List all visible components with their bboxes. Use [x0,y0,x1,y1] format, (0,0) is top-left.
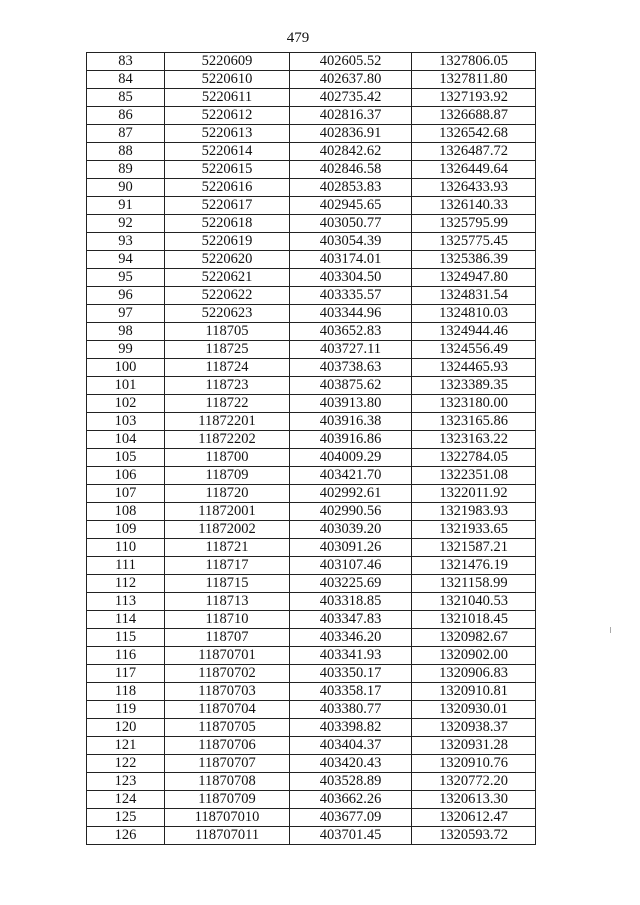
y-coordinate-cell: 1320613.30 [412,791,536,809]
x-coordinate-cell: 403346.20 [290,629,412,647]
x-coordinate-cell: 402816.37 [290,107,412,125]
point-id-cell: 118720 [165,485,290,503]
x-coordinate-cell: 402637.80 [290,71,412,89]
point-id-cell: 11870701 [165,647,290,665]
table-row [87,215,536,233]
table-row [87,485,536,503]
point-id-cell: 5220613 [165,125,290,143]
point-id-cell: 11870703 [165,683,290,701]
y-coordinate-cell: 1326449.64 [412,161,536,179]
row-number-cell: 107 [87,485,165,503]
table-row [87,575,536,593]
table-row [87,683,536,701]
table-row [87,629,536,647]
x-coordinate-cell: 403727.11 [290,341,412,359]
row-number-cell: 96 [87,287,165,305]
table-row [87,179,536,197]
point-id-cell: 11870708 [165,773,290,791]
row-number-cell: 125 [87,809,165,827]
x-coordinate-cell: 403344.96 [290,305,412,323]
row-number-cell: 117 [87,665,165,683]
row-number-cell: 95 [87,269,165,287]
y-coordinate-cell: 1321018.45 [412,611,536,629]
x-coordinate-cell: 403174.01 [290,251,412,269]
y-coordinate-cell: 1324465.93 [412,359,536,377]
y-coordinate-cell: 1324947.80 [412,269,536,287]
row-number-cell: 110 [87,539,165,557]
row-number-cell: 89 [87,161,165,179]
point-id-cell: 11870705 [165,719,290,737]
y-coordinate-cell: 1324944.46 [412,323,536,341]
x-coordinate-cell: 403677.09 [290,809,412,827]
y-coordinate-cell: 1325795.99 [412,215,536,233]
point-id-cell: 118707011 [165,827,290,845]
point-id-cell: 118721 [165,539,290,557]
table-row [87,431,536,449]
table-row [87,323,536,341]
table-row [87,773,536,791]
y-coordinate-cell: 1323389.35 [412,377,536,395]
point-id-cell: 118709 [165,467,290,485]
row-number-cell: 124 [87,791,165,809]
point-id-cell: 118725 [165,341,290,359]
row-number-cell: 115 [87,629,165,647]
row-number-cell: 105 [87,449,165,467]
x-coordinate-cell: 403916.86 [290,431,412,449]
y-coordinate-cell: 1323163.22 [412,431,536,449]
table-row [87,539,536,557]
x-coordinate-cell: 402853.83 [290,179,412,197]
y-coordinate-cell: 1325386.39 [412,251,536,269]
point-id-cell: 5220616 [165,179,290,197]
y-coordinate-cell: 1320938.37 [412,719,536,737]
x-coordinate-cell: 403916.38 [290,413,412,431]
table-row [87,647,536,665]
x-coordinate-cell: 403652.83 [290,323,412,341]
y-coordinate-cell: 1320910.76 [412,755,536,773]
y-coordinate-cell: 1320931.28 [412,737,536,755]
y-coordinate-cell: 1321158.99 [412,575,536,593]
coordinates-table [86,52,536,845]
row-number-cell: 84 [87,71,165,89]
x-coordinate-cell: 403054.39 [290,233,412,251]
table-row [87,233,536,251]
point-id-cell: 5220621 [165,269,290,287]
y-coordinate-cell: 1320906.83 [412,665,536,683]
x-coordinate-cell: 403350.17 [290,665,412,683]
point-id-cell: 118717 [165,557,290,575]
point-id-cell: 118713 [165,593,290,611]
y-coordinate-cell: 1321587.21 [412,539,536,557]
point-id-cell: 5220623 [165,305,290,323]
table-row [87,755,536,773]
y-coordinate-cell: 1320902.00 [412,647,536,665]
table-row [87,359,536,377]
y-coordinate-cell: 1320772.20 [412,773,536,791]
row-number-cell: 97 [87,305,165,323]
table-row [87,395,536,413]
table-row [87,593,536,611]
row-number-cell: 104 [87,431,165,449]
row-number-cell: 122 [87,755,165,773]
y-coordinate-cell: 1326433.93 [412,179,536,197]
point-id-cell: 118723 [165,377,290,395]
x-coordinate-cell: 403398.82 [290,719,412,737]
row-number-cell: 85 [87,89,165,107]
point-id-cell: 118707010 [165,809,290,827]
point-id-cell: 5220622 [165,287,290,305]
y-coordinate-cell: 1324810.03 [412,305,536,323]
x-coordinate-cell: 404009.29 [290,449,412,467]
x-coordinate-cell: 403701.45 [290,827,412,845]
row-number-cell: 102 [87,395,165,413]
row-number-cell: 93 [87,233,165,251]
y-coordinate-cell: 1321933.65 [412,521,536,539]
point-id-cell: 118724 [165,359,290,377]
table-row [87,71,536,89]
point-id-cell: 5220615 [165,161,290,179]
x-coordinate-cell: 402836.91 [290,125,412,143]
x-coordinate-cell: 403913.80 [290,395,412,413]
margin-mark [610,627,611,633]
y-coordinate-cell: 1322351.08 [412,467,536,485]
point-id-cell: 11872201 [165,413,290,431]
table-row [87,143,536,161]
coordinates-table-body [87,53,536,845]
y-coordinate-cell: 1323165.86 [412,413,536,431]
x-coordinate-cell: 403404.37 [290,737,412,755]
x-coordinate-cell: 403662.26 [290,791,412,809]
point-id-cell: 11872202 [165,431,290,449]
x-coordinate-cell: 402842.62 [290,143,412,161]
y-coordinate-cell: 1327193.92 [412,89,536,107]
y-coordinate-cell: 1321476.19 [412,557,536,575]
row-number-cell: 101 [87,377,165,395]
table-row [87,341,536,359]
row-number-cell: 99 [87,341,165,359]
x-coordinate-cell: 402992.61 [290,485,412,503]
x-coordinate-cell: 402735.42 [290,89,412,107]
y-coordinate-cell: 1320612.47 [412,809,536,827]
table-row [87,269,536,287]
y-coordinate-cell: 1324831.54 [412,287,536,305]
table-row [87,197,536,215]
y-coordinate-cell: 1326487.72 [412,143,536,161]
table-row [87,503,536,521]
row-number-cell: 113 [87,593,165,611]
table-row [87,89,536,107]
x-coordinate-cell: 403358.17 [290,683,412,701]
page-number: 479 [286,30,310,46]
x-coordinate-cell: 403304.50 [290,269,412,287]
table-row [87,611,536,629]
point-id-cell: 5220617 [165,197,290,215]
x-coordinate-cell: 403380.77 [290,701,412,719]
y-coordinate-cell: 1327806.05 [412,53,536,71]
x-coordinate-cell: 403039.20 [290,521,412,539]
y-coordinate-cell: 1324556.49 [412,341,536,359]
point-id-cell: 5220620 [165,251,290,269]
table-row [87,521,536,539]
x-coordinate-cell: 402990.56 [290,503,412,521]
table-row [87,701,536,719]
row-number-cell: 126 [87,827,165,845]
y-coordinate-cell: 1327811.80 [412,71,536,89]
point-id-cell: 118700 [165,449,290,467]
row-number-cell: 116 [87,647,165,665]
row-number-cell: 121 [87,737,165,755]
row-number-cell: 109 [87,521,165,539]
table-row [87,737,536,755]
point-id-cell: 11870709 [165,791,290,809]
y-coordinate-cell: 1322011.92 [412,485,536,503]
y-coordinate-cell: 1326688.87 [412,107,536,125]
x-coordinate-cell: 403091.26 [290,539,412,557]
point-id-cell: 11872001 [165,503,290,521]
point-id-cell: 118715 [165,575,290,593]
table-row [87,449,536,467]
y-coordinate-cell: 1322784.05 [412,449,536,467]
y-coordinate-cell: 1321983.93 [412,503,536,521]
table-row [87,791,536,809]
point-id-cell: 118705 [165,323,290,341]
table-row [87,809,536,827]
x-coordinate-cell: 402846.58 [290,161,412,179]
point-id-cell: 5220618 [165,215,290,233]
row-number-cell: 92 [87,215,165,233]
row-number-cell: 106 [87,467,165,485]
x-coordinate-cell: 403318.85 [290,593,412,611]
y-coordinate-cell: 1320910.81 [412,683,536,701]
table-row [87,161,536,179]
point-id-cell: 5220614 [165,143,290,161]
row-number-cell: 98 [87,323,165,341]
table-row [87,827,536,845]
point-id-cell: 5220609 [165,53,290,71]
x-coordinate-cell: 403050.77 [290,215,412,233]
x-coordinate-cell: 403347.83 [290,611,412,629]
point-id-cell: 11870707 [165,755,290,773]
row-number-cell: 103 [87,413,165,431]
x-coordinate-cell: 403107.46 [290,557,412,575]
table-row [87,305,536,323]
table-row [87,467,536,485]
row-number-cell: 111 [87,557,165,575]
table-row [87,107,536,125]
x-coordinate-cell: 403875.62 [290,377,412,395]
row-number-cell: 90 [87,179,165,197]
point-id-cell: 11870704 [165,701,290,719]
y-coordinate-cell: 1325775.45 [412,233,536,251]
row-number-cell: 114 [87,611,165,629]
x-coordinate-cell: 402605.52 [290,53,412,71]
x-coordinate-cell: 403738.63 [290,359,412,377]
y-coordinate-cell: 1326542.68 [412,125,536,143]
y-coordinate-cell: 1323180.00 [412,395,536,413]
point-id-cell: 11872002 [165,521,290,539]
table-row [87,251,536,269]
point-id-cell: 11870702 [165,665,290,683]
point-id-cell: 5220619 [165,233,290,251]
table-row [87,287,536,305]
row-number-cell: 112 [87,575,165,593]
row-number-cell: 100 [87,359,165,377]
row-number-cell: 123 [87,773,165,791]
table-row [87,719,536,737]
row-number-cell: 108 [87,503,165,521]
x-coordinate-cell: 403341.93 [290,647,412,665]
point-id-cell: 5220610 [165,71,290,89]
x-coordinate-cell: 402945.65 [290,197,412,215]
x-coordinate-cell: 403421.70 [290,467,412,485]
row-number-cell: 94 [87,251,165,269]
y-coordinate-cell: 1326140.33 [412,197,536,215]
row-number-cell: 87 [87,125,165,143]
x-coordinate-cell: 403225.69 [290,575,412,593]
y-coordinate-cell: 1320593.72 [412,827,536,845]
row-number-cell: 88 [87,143,165,161]
row-number-cell: 83 [87,53,165,71]
row-number-cell: 86 [87,107,165,125]
table-row [87,377,536,395]
point-id-cell: 118710 [165,611,290,629]
row-number-cell: 119 [87,701,165,719]
point-id-cell: 118722 [165,395,290,413]
point-id-cell: 5220611 [165,89,290,107]
table-row [87,125,536,143]
x-coordinate-cell: 403335.57 [290,287,412,305]
point-id-cell: 5220612 [165,107,290,125]
y-coordinate-cell: 1321040.53 [412,593,536,611]
table-row [87,557,536,575]
x-coordinate-cell: 403420.43 [290,755,412,773]
point-id-cell: 11870706 [165,737,290,755]
y-coordinate-cell: 1320930.01 [412,701,536,719]
y-coordinate-cell: 1320982.67 [412,629,536,647]
table-row [87,665,536,683]
point-id-cell: 118707 [165,629,290,647]
row-number-cell: 118 [87,683,165,701]
table-row [87,53,536,71]
row-number-cell: 91 [87,197,165,215]
row-number-cell: 120 [87,719,165,737]
table-row [87,413,536,431]
x-coordinate-cell: 403528.89 [290,773,412,791]
